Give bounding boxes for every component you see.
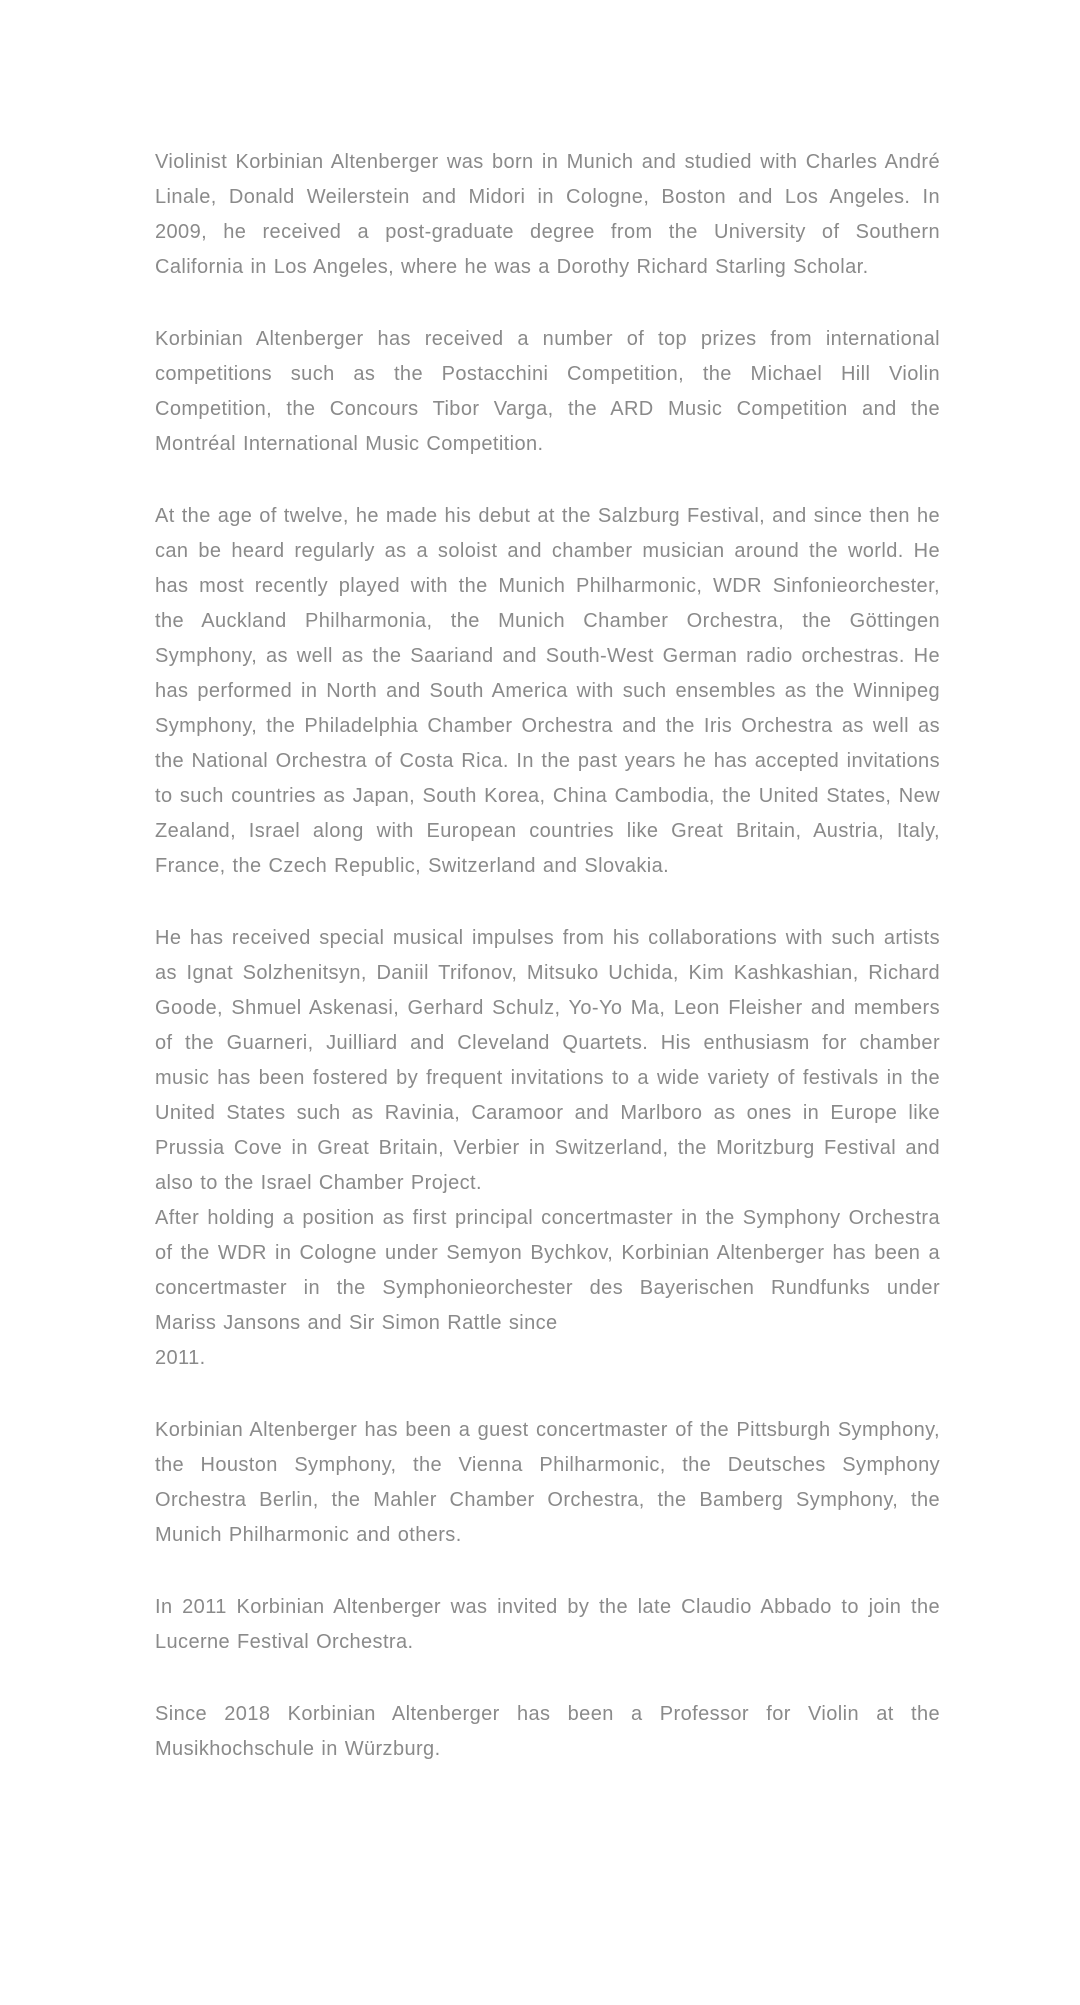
paragraph [155, 1697, 940, 1767]
paragraph [155, 1590, 940, 1660]
paragraph [155, 921, 940, 1376]
paragraph-text: Korbinian Altenberger has received a number of top prizes from international competitions such as the Postacchini Competition, the Michael Hill Violin Competition, the Concours Tibor Varga, the ARD Music Competition and the Montréal International Music Competition. [155, 328, 940, 455]
paragraph-text: 2011. [155, 1347, 206, 1369]
paragraph-text: At the age of twelve, he made his debut at the Salzburg Festival, and since then he can be heard regularly as a soloist and chamber musician around the world. He has most recently played with the Munich Philharmonic, WDR Sinfonieorchester, the Auckland Philharmonia, the Munich Chamber Orchestra, the Göttingen Symphony, as well as the Saariand and South-West German radio orchestras. He has performed in North and South America with such ensembles as the Winnipeg Symphony, the Philadelphia Chamber Orchestra and the Iris Orchestra as well as the National Orchestra of Costa Rica. In the past years he has accepted invitations to such countries as Japan, South Korea, China Cambodia, the United States, New Zealand, Israel along with European countries like Great Britain, Austria, Italy, France, the Czech Republic, Switzerland and Slovakia. [155, 505, 940, 877]
paragraph-text: He has received special musical impulses from his collaborations with such artists as Ignat Solzhenitsyn, Daniil Trifonov, Mitsuko Uchida, Kim Kashkashian, Richard Goode, Shmuel Askenasi, Gerhard Schulz, Yo-Yo Ma, Leon Fleisher and members of the Guarneri, Juilliard and Cleveland Quartets. His enthusiasm for chamber music has been fostered by frequent invitations to a wide variety of festivals in the United States such as Ravinia, Caramoor and Marlboro as ones in Europe like Prussia Cove in Great Britain, Verbier in Switzerland, the Moritzburg Festival and also to the Israel Chamber Project. [155, 927, 940, 1194]
paragraph [155, 145, 940, 285]
paragraph [155, 499, 940, 884]
paragraph-text: In 2011 Korbinian Altenberger was invited by the late Claudio Abbado to join the Lucerne Festival Orchestra. [155, 1596, 940, 1653]
paragraph [155, 1413, 940, 1553]
paragraph [155, 322, 940, 462]
paragraph-text: After holding a position as first principal concertmaster in the Symphony Orchestra of the WDR in Cologne under Semyon Bychkov, Korbinian Altenberger has been a concertmaster in the Symphonieorchester des Bayerischen Rundfunks under Mariss Jansons and Sir Simon Rattle since [155, 1207, 940, 1334]
paragraph-text: Since 2018 Korbinian Altenberger has been a Professor for Violin at the Musikhochschule in Würzburg. [155, 1703, 940, 1760]
paragraph-text: Violinist Korbinian Altenberger was born in Munich and studied with Charles André Linale, Donald Weilerstein and Midori in Cologne, Boston and Los Angeles. In 2009, he received a post-graduate degree from the University of Southern California in Los Angeles, where he was a Dorothy Richard Starling Scholar. [155, 151, 940, 278]
paragraph-text: Korbinian Altenberger has been a guest concertmaster of the Pittsburgh Symphony, the Houston Symphony, the Vienna Philharmonic, the Deutsches Symphony Orchestra Berlin, the Mahler Chamber Orchestra, the Bamberg Symphony, the Munich Philharmonic and others. [155, 1419, 940, 1546]
biography-article [155, 145, 940, 1767]
